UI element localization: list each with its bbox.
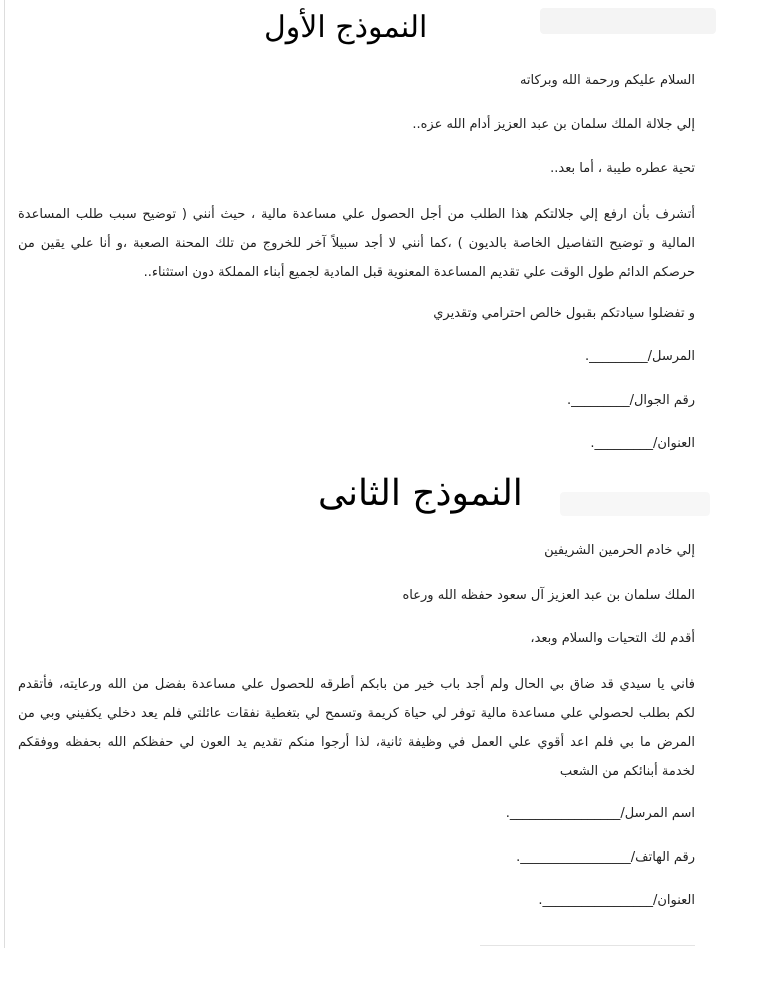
model-one-heading: النموذج الأول <box>264 10 428 45</box>
salutation-line: أقدم لك التحيات والسلام وبعد، <box>530 631 695 646</box>
phone-field: رقم الهاتف/_________________. <box>516 850 695 865</box>
page-bottom-divider <box>480 945 695 946</box>
addressee-line: إلي خادم الحرمين الشريفين <box>544 543 695 558</box>
sender-field: المرسل/_________. <box>584 349 695 364</box>
greeting-line: السلام عليكم ورحمة الله وبركاته <box>519 73 695 88</box>
salutation-line: تحية عطره طيبة ، أما بعد.. <box>550 161 695 176</box>
model-one-body <box>18 200 695 287</box>
closing-line: و تفضلوا سيادتكم بقبول خالص احترامي وتقديري <box>433 306 695 321</box>
body-line: فاني يا سيدي قد ضاق بي الحال ولم أجد باب خير من بابكم أطرقه للحصول علي مساعدة بفضل من الله ورعايته، فأتقدم <box>18 677 695 692</box>
body-line: أتشرف بأن ارفع إلي جلالتكم هذا الطلب من أجل الحصول علي مساعدة مالية ، حيث أنني ( توضيح سبب طلب المساعدة <box>18 207 695 222</box>
addressee-line: إلي جلالة الملك سلمان بن عبد العزيز أدام الله عزه.. <box>412 117 695 132</box>
king-line: الملك سلمان بن عبد العزيز آل سعود حفظه الله ورعاه <box>402 588 695 603</box>
body-line: حرصكم الدائم طول الوقت علي تقديم المساعدة المعنوية قبل المادية لجميع أبناء المملكة دون استثناء.. <box>143 265 695 280</box>
body-line: المرض ما بي فلم اعد أقوي علي العمل في وظيفة ثانية، لذا أرجوا منكم تقديم يد العون لي حفظكم الله بحفظه ووفقكم <box>18 735 695 750</box>
mobile-field: رقم الجوال/_________. <box>566 393 695 408</box>
model-two-body <box>18 670 695 786</box>
model-two-heading: النموذج الثانى <box>318 473 523 514</box>
address-field: العنوان/_________________. <box>538 893 695 908</box>
body-line: المالية و توضيح التفاصيل الخاصة بالديون ) ،كما أنني لا أجد سبيلاً آخر للخروج من تلك المحنة الصعبة ،و أنا علي يقين من <box>18 236 695 251</box>
address-field: العنوان/_________. <box>590 436 695 451</box>
scan-smudge <box>560 492 710 516</box>
sender-name-field: اسم المرسل/_________________. <box>505 806 695 821</box>
body-line: لخدمة أبنائكم من الشعب <box>559 764 695 779</box>
scan-smudge <box>540 8 716 34</box>
page-left-border <box>4 0 5 948</box>
body-line: لكم بطلب لحصولي علي مساعدة مالية توفر لي حياة كريمة وتسمح لي بتغطية نفقات عائلتي فلم يعد دخلي يكفيني وبي من <box>18 706 695 721</box>
